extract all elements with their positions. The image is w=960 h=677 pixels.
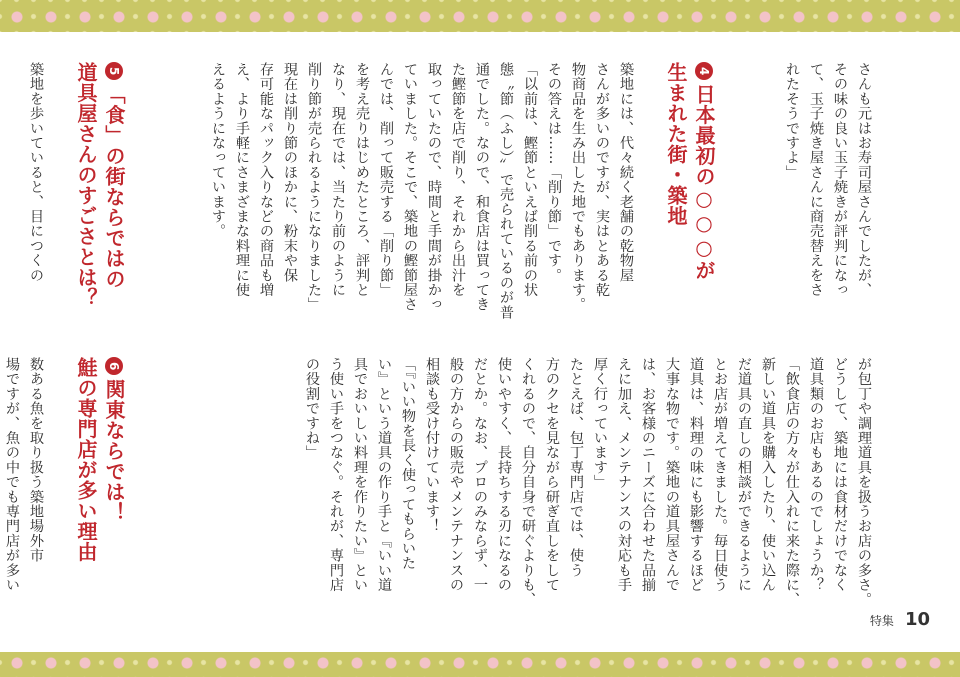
- footer-label: 特集: [869, 614, 894, 628]
- section-6-heading: 6関東ならでは！ 鮭の専門店が多い理由: [74, 357, 126, 562]
- section-6-body: 数ある魚を取り扱う築地場外市 場ですが、魚の中でも専門店が多い: [4, 357, 44, 593]
- page-footer: [870, 609, 930, 630]
- magazine-page: [0, 32, 960, 652]
- section-4-heading: 4日本最初の○○○が 生まれた街・築地: [664, 62, 716, 281]
- page-number: 10: [904, 609, 930, 630]
- section-6: [4, 357, 180, 647]
- section-6-number: 6: [105, 357, 123, 375]
- section-4: [210, 62, 770, 362]
- section-5-heading: 5「食」の街ならではの 道具屋さんのすごさとは？: [74, 62, 126, 308]
- continued-text-top: さんも元はお寿司屋さんでしたが、 その味の良い玉子焼きが評判になっ て、玉子焼き屋さんに商売替えをさ れたそうですよ」: [784, 62, 872, 298]
- section-5: [28, 62, 180, 362]
- section-5-number: 5: [105, 62, 123, 80]
- section-4-number: 4: [695, 62, 713, 80]
- section-5-body: 築地を歩いていると、目につくの: [28, 62, 44, 283]
- section-4-body: 築地には、代々続く老舗の乾物屋 さんが多いのですが、実はとある乾 物商品を生み出した地でもあります。 その答えは……「削り節」です。 「以前は、鰹節といえば削る前の状 態〝節（ふし）〟で売られているのが普 通でした。なので、和食店は買ってき た鰹節を店で削り、それから出汁を 取っていたので、時間と手間が掛かっ ていました。そこで、築地の鰹節屋さ んでは、削って販売する「削り節」 を考え売りはじめたところ、評判と なり、現在では、当たり前のように 削り節が売られるようになりました」 現在は削り節のほかに、粉末や保 存可能なパック入りなどの商品も増 え、より手軽にさまざまな料理に使 えるようになっています。: [210, 62, 634, 320]
- continued-text-bottom: が包丁や調理道具を扱うお店の多さ。 どうして、築地には食材だけでなく 道具類のお店もあるのでしょうか？ 「飲食店の方々が仕入れに来た際に、 新しい道具を購入したり、使い込ん だ道具の直しの相談ができるように とお店が増えてきました。毎日使う 道具は、料理の味にも影響するほど 大事な物です。築地の道具屋さんで は、お客様のニーズに合わせた品揃 えに加え、メンテナンスの対応も手 厚く行っています」 たとえば、包丁専門店では、使う 方のクセを見ながら研ぎ直しをして くれるので、自分自身で研ぐよりも、 使いやすく、長持ちする刃になるの だとか。なお、プロのみならず、一 般の方からの販売やメンテナンスの 相談も受け付けています！ 「『いい物を長く使ってもらいた い』という道具の作り手と『いい道 具でおいしい料理を作りたい』とい う使い手をつなぐ。それが、専門店 の役割ですね」: [304, 357, 872, 607]
